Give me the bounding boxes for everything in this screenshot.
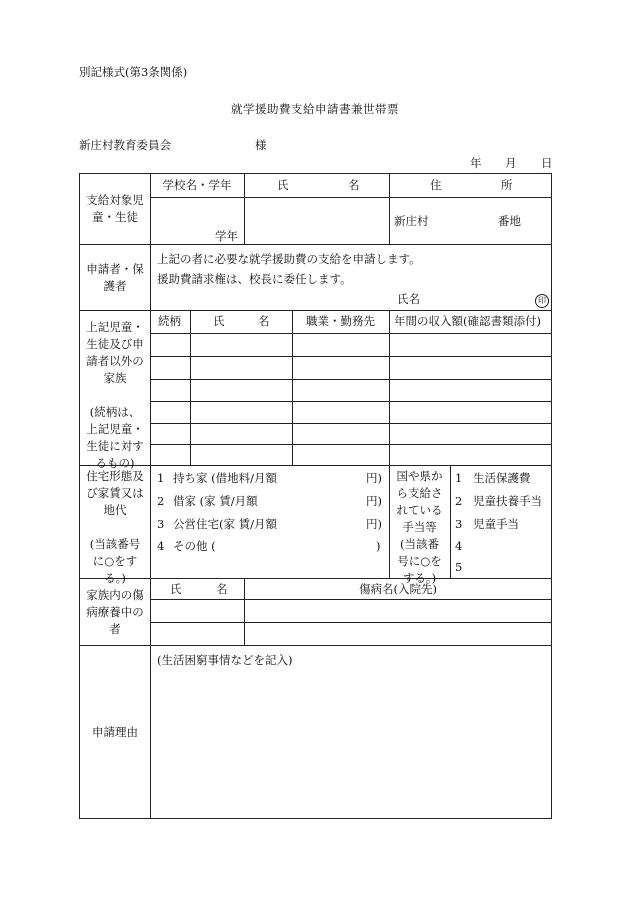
illness-col-name-right: 名 bbox=[216, 582, 228, 596]
date-year-label: 年 bbox=[470, 156, 482, 170]
student-name-field[interactable] bbox=[245, 198, 389, 244]
appendix-label: 別記様式(第3条関係) bbox=[79, 65, 188, 79]
illness-col-name-left: 氏 bbox=[170, 582, 182, 596]
col-relation: 続柄 bbox=[158, 314, 181, 328]
col-income: 年間の収入額(確認書類添付) bbox=[394, 314, 541, 328]
family-rows[interactable] bbox=[151, 334, 552, 465]
honorific: 様 bbox=[255, 138, 267, 152]
family-col-name-right: 名 bbox=[258, 314, 270, 328]
addressee: 新庄村教育委員会 bbox=[79, 138, 171, 152]
family-section-label: 上記児童・ 生徒及び申 請者以外の 家族 (続柄は、 上記児童・ 生徒に対す るもの) bbox=[86, 320, 144, 470]
reason-textarea[interactable] bbox=[151, 672, 552, 818]
family-col-name-left: 氏 bbox=[213, 314, 225, 328]
student-address-field[interactable] bbox=[390, 198, 552, 244]
student-section-label: 支給対象児 童・生徒 bbox=[86, 193, 144, 224]
date-month-label: 月 bbox=[505, 156, 517, 170]
school-grade-field[interactable] bbox=[150, 198, 244, 244]
application-form: 支給対象児 童・生徒 学校名・学年 氏 名 住 所 学年 新庄村 番地 申請者・保 護者 上記の者に必要な就学援助費の支給を申請します。 援助費請求権は、校長に委任します。 氏名 印 上記児童・ 生徒及び申 請者以外の 家族 (続柄は、 上記児童・ 生徒に対す るもの) 続柄 氏 名 職業・勤務先 年間の収入額(確認書類添付) 住宅形態及 び家賃又は 地代 (当該番号 に○をす る。) 1 持ち家 (借地料/月額 円) 2 借家 (家 賃/月額 円) 3 公営住宅(家 賃/月額 円) 4 その他 ( ) 国や県か ら支給さ れている 手当等 (当該番 号に○を する。) 1 生活保護費 2 児童扶養手当 3 児童手当 4 5 家族内の傷 病療養中の 者 氏 名 傷病名(入院先) 申請理由 (生活困窮事情などを記入) bbox=[79, 173, 552, 819]
village-label: 新庄村 bbox=[394, 214, 429, 228]
reason-hint: (生活困窮事情などを記入) bbox=[157, 653, 293, 667]
col-address-right: 所 bbox=[501, 178, 513, 192]
illness-rows[interactable] bbox=[151, 600, 552, 645]
date-day-label: 日 bbox=[541, 156, 553, 170]
illness-section-label: 家族内の傷 病療養中の 者 bbox=[86, 588, 144, 636]
applicant-name-field[interactable] bbox=[428, 291, 538, 308]
col-job: 職業・勤務先 bbox=[306, 314, 375, 328]
delegation-statement: 援助費請求権は、校長に委任します。 bbox=[157, 272, 352, 286]
grade-suffix: 学年 bbox=[215, 229, 238, 243]
applicant-section-label: 申請者・保 護者 bbox=[86, 262, 144, 293]
form-title: 就学援助費支給申請書兼世帯票 bbox=[231, 102, 399, 116]
applicant-name-label: 氏名 bbox=[397, 292, 420, 306]
reason-section-label: 申請理由 bbox=[92, 725, 138, 739]
col-school-grade: 学校名・学年 bbox=[162, 178, 232, 192]
allowance-section-label: 国や県か ら支給さ れている 手当等 (当該番 号に○を する。) bbox=[396, 469, 443, 585]
seal-mark: 印 bbox=[535, 291, 549, 308]
col-disease: 傷病名(入院先) bbox=[359, 582, 437, 596]
banchi-label: 番地 bbox=[498, 214, 521, 228]
col-name-right: 名 bbox=[348, 178, 360, 192]
col-name-left: 氏 bbox=[277, 178, 289, 192]
col-address-left: 住 bbox=[430, 178, 442, 192]
application-statement: 上記の者に必要な就学援助費の支給を申請します。 bbox=[157, 252, 421, 266]
housing-section-label: 住宅形態及 び家賃又は 地代 (当該番号 に○をす る。) bbox=[86, 469, 144, 585]
